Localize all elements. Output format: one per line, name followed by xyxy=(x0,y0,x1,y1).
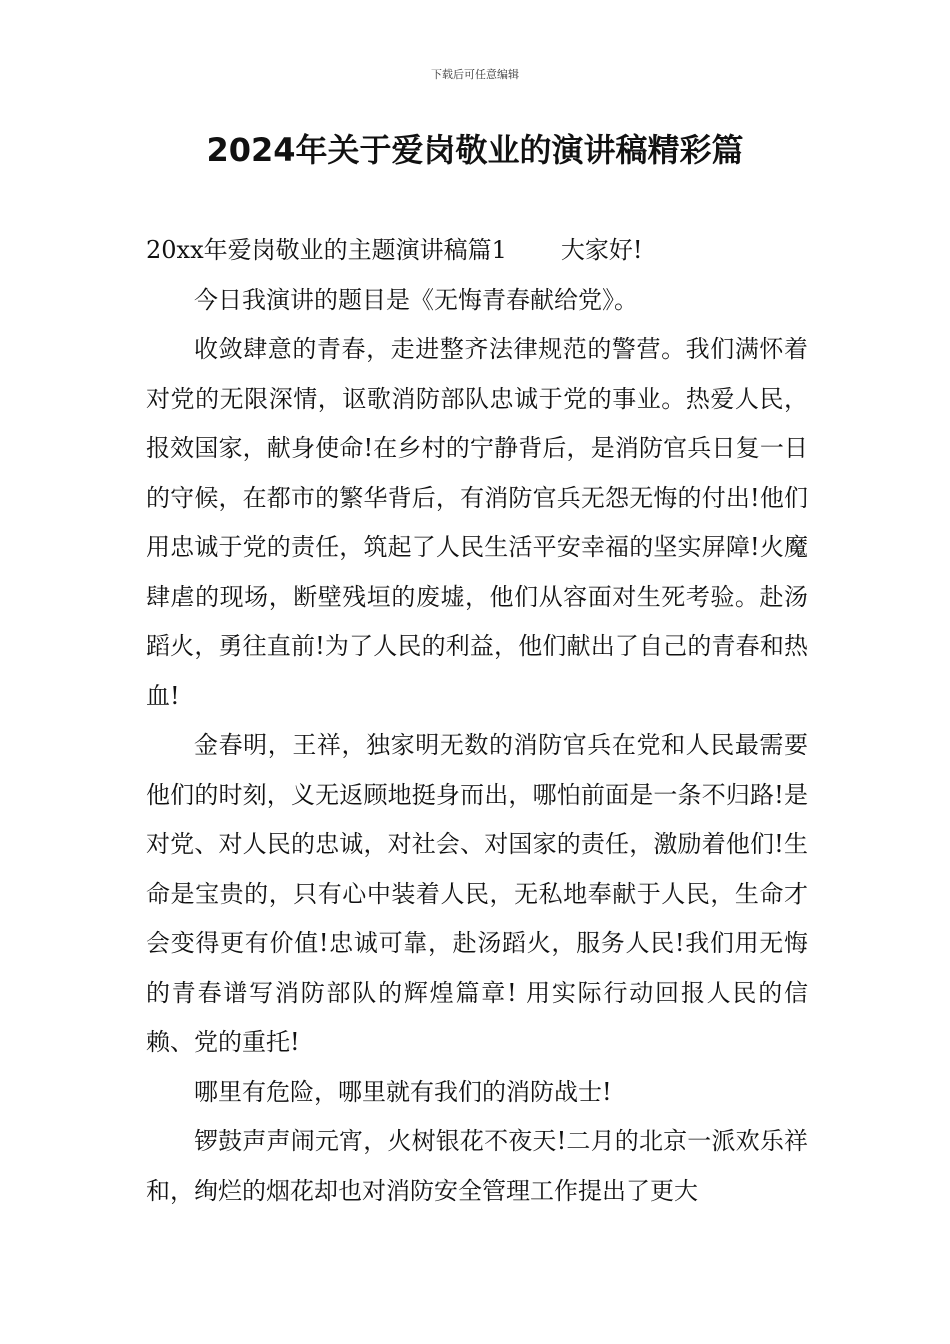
document-title: 2024年关于爱岗敬业的演讲稿精彩篇 xyxy=(206,131,744,169)
section-heading-line xyxy=(146,226,808,276)
paragraph: 金春明，王祥，独家明无数的消防官兵在党和人民最需要他们的时刻，义无返顾地挺身而出，哪怕前面是一条不归路!是对党、对人民的忠诚，对社会、对国家的责任，激励着他们!生命是宝贵的，只有心中装着人民，无私地奉献于人民，生命才会变得更有价值!忠诚可靠，赴汤蹈火，服务人民!我们用无悔的青春谱写消防部队的辉煌篇章! 用实际行动回报人民的信赖、党的重托! xyxy=(146,731,808,1056)
paragraph: 今日我演讲的题目是《无悔青春献给党》。 xyxy=(194,285,638,314)
section-heading: 20xx年爱岗敬业的主题演讲稿篇1 xyxy=(146,236,507,264)
header-note: 下载后可任意编辑 xyxy=(431,68,519,81)
greeting: 大家好! xyxy=(560,236,643,264)
paragraph: 收敛肆意的青春，走进整齐法律规范的警营。我们满怀着对党的无限深情，讴歌消防部队忠诚于党的事业。热爱人民，报效国家，献身使命!在乡村的宁静背后，是消防官兵日复一日的守候，在都市的繁华背后，有消防官兵无怨无悔的付出!他们用忠诚于党的责任，筑起了人民生活平安幸福的坚实屏障!火魔肆虐的现场，断壁残垣的废墟，他们从容面对生死考验。赴汤蹈火，勇往直前!为了人民的利益，他们献出了自己的青春和热血! xyxy=(146,335,808,710)
paragraph: 锣鼓声声闹元宵，火树银花不夜天!二月的北京一派欢乐祥和，绚烂的烟花却也对消防安全管理工作提出了更大 xyxy=(146,1127,808,1205)
document-body xyxy=(146,226,808,1216)
paragraph: 哪里有危险，哪里就有我们的消防战士! xyxy=(194,1077,612,1106)
